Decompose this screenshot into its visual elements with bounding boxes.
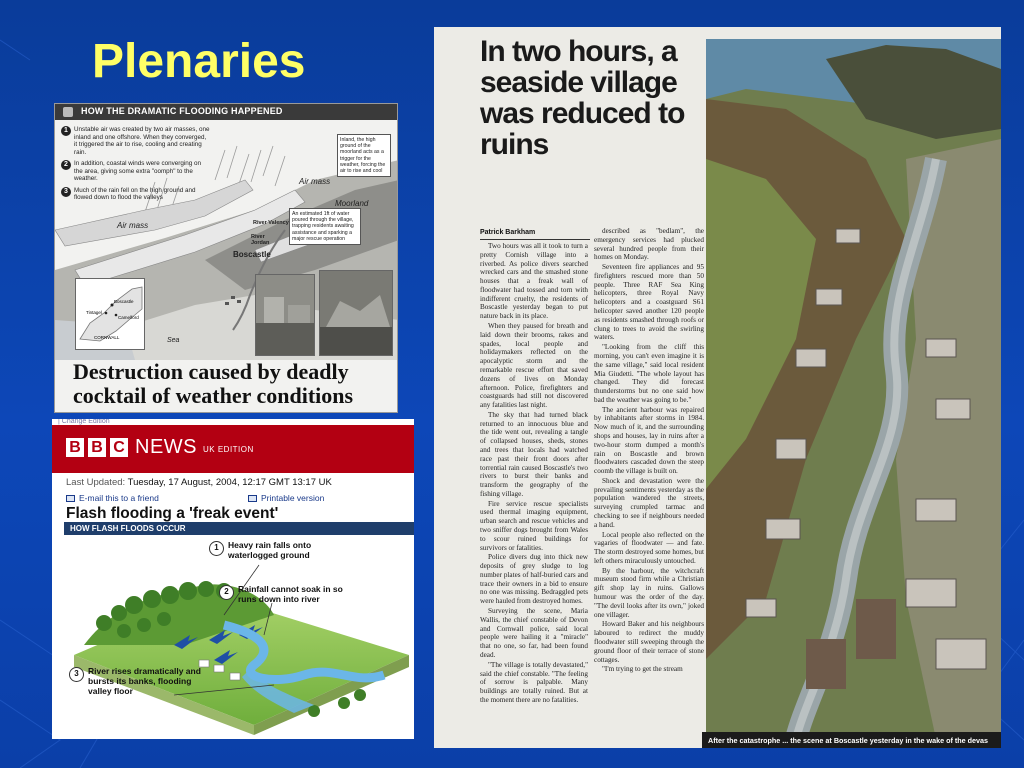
flood-photo-2 [319,270,393,356]
byline: Patrick Barkham [480,229,536,236]
flood-step [214,540,328,561]
slide-title: Plenaries [92,35,306,88]
article-paragraph: By the harbour, the witchcraft museum stood firm while a Christian gift shop lay in ruins. Gallows humour was the order of the day. "The devil looks after its own," joked one villager. [594,566,704,619]
step-number: 2 [61,160,71,170]
printer-icon [248,495,257,502]
boscastle-aerial-photo [706,39,1001,739]
flood-step [74,666,208,696]
location-map [75,278,145,350]
diagram-step [61,126,211,156]
flood-photo-1 [255,274,315,356]
step-text: Much of the rain fell on the high ground and flowed down to flood the valleys [74,186,196,202]
flooding-diagram-clipping [54,103,398,413]
article-paragraph: Seventeen fire appliances and 95 firefighters rescued more than 50 people. Three RAF Sea King helicopters, three Royal Navy helicopters and a coastguard S61 helicopter saved another 120 people as residents smashed through roofs or clung to trees to avoid the swirling waters. [594,263,704,342]
news-wordmark: NEWS [135,436,197,458]
article-paragraph: "Looking from the cliff this morning, you can't even imagine it is the same village," said local resident Mia Giudetti. "The whole layout has changed. They did forecast thunderstorms but no one said how bad the weather was going to be." [594,343,704,404]
byline-rule [480,239,590,240]
diagram-step [61,187,211,202]
last-updated-value: Tuesday, 17 August, 2004, 12:17 GMT 13:17 UK [127,477,332,488]
diagram-header: HOW THE DRAMATIC FLOODING HAPPENED [55,104,398,120]
flood-step-text: Rainfall cannot soak in so runs down into river [238,584,343,604]
flood-step-number: 2 [219,585,234,600]
article-paragraph: Shock and devastation were the prevailing sentiments yesterday as the population wandered the streets, surveying crumpled tarmac and checking to see if neighbours needed a hand. [594,476,704,529]
article-column-1 [480,242,588,747]
river-valency-label: River Valency [253,220,289,226]
article-paragraph: described as "bedlam", the emergency services had plucked several hundred people from their homes on Monday. [594,227,704,262]
article-paragraph: "The village is totally devastated," said the chief constable. "The feeling of sorrow is palpable. Many buildings are totally ruined. But at the moment there are no fatalities. [480,660,588,704]
newspaper-clipping [434,27,1001,748]
step-number: 3 [61,187,71,197]
email-link[interactable] [66,493,159,503]
step-text: Unstable air was created by two air masses, one inland and one offshore. When they converged, it triggered the air to rise, cooling and creating rain. [74,126,210,156]
diagram-steps [61,126,211,206]
article-paragraph: Fire service rescue specialists used thermal imaging equipment, urban search and rescue vehicles and two sniffer dogs brought from Wales to scour ruined buildings for survivors or fatalities. [480,499,588,552]
map-label-tintagel: Tintagel [86,310,102,315]
newspaper-headline: In two hours, a seaside village was reduced to ruins [480,35,685,161]
photo-caption: After the catastrophe ... the scene at Boscastle yesterday in the wake of the devas [702,732,1001,748]
article-column-2 [594,227,704,747]
moorland-callout: Inland, the high ground of the moorland acts as a trigger for the weather, forcing the air to rise and cool [337,134,391,177]
river-jordan-label: River Jordan [251,234,270,247]
flash-flood-illustration [64,535,414,735]
bbc-logo-letter: B [88,438,106,457]
article-paragraph: Howard Baker and his neighbours laboured to redirect the muddy floodwater still sweeping through the ground floor of their terrace of stone cottages. [594,620,704,664]
map-label-cornwall: CORNWALL [94,335,120,340]
diagram-step [61,160,211,183]
article-paragraph: The ancient harbour was repaired by inhabitants after storms in 1984. Now much of it, and the surrounding shops and houses, lay in ruins after a two-hour storm dumped a month's rain on Boscastle and brown floodwaters cascaded down the steep coomb the village is built on. [594,405,704,476]
bbc-news-clipping [52,419,414,739]
print-link[interactable] [248,493,324,503]
print-link-text[interactable]: Printable version [261,493,325,503]
article-paragraph: "I'm trying to get the stream [602,665,683,674]
map-label-camelford: Camelford [118,315,139,320]
change-edition-link[interactable]: | Change Edition [52,419,414,425]
flood-step [224,584,348,605]
envelope-icon [66,495,75,502]
article-paragraph: Police divers dug into thick new deposits of grey sludge to log number plates of half-buried cars and trace their owners in a bid to ensure no one was missing. Bedraggled pets were hauled from destroyed homes. [480,553,588,606]
diagram-caption: Destruction caused by deadly cocktail of weather conditions [73,359,354,408]
flood-step-text: Heavy rain falls onto waterlogged ground [228,540,312,560]
article-paragraph: The sky that had turned black returned to an innocuous blue and the tide went out, revealing a tangle of collapsed houses, sheds, stones and trees that locals had watched race past their front doors after torrential rain caused Boscastle's two rivers to burst their banks and transform the geography of the fishing village. [480,410,588,498]
edition-label: UK EDITION [203,445,254,454]
bbc-logo-letter: B [66,438,84,457]
last-updated [66,477,332,488]
air-mass-label: Air mass [117,221,149,230]
last-updated-label: Last Updated: [66,477,126,488]
graphic-subheading: HOW FLASH FLOODS OCCUR [64,522,414,535]
flood-step-text: River rises dramatically and bursts its banks, flooding valley floor [88,666,201,696]
step-number: 1 [61,126,71,136]
article-paragraph: When they paused for breath and laid down their brooms, rakes and spades, local people and holidaymakers reflected on the apocalyptic storm and the remarkable rescue effort that saved dozens of lives on Monday afternoon. Police, firefighters and coastguards had still not discovered any fatalities last night. [480,322,588,410]
boscastle-label: Boscastle [233,250,271,259]
article-headline: Flash flooding a 'freak event' [66,505,279,522]
bbc-logo-letter: C [110,438,128,457]
flood-step-number: 3 [69,667,84,682]
flood-step-number: 1 [209,541,224,556]
sea-label: Sea [167,337,180,344]
bbc-header [52,425,414,473]
air-mass-label: Air mass [299,177,331,186]
water-callout: An estimated 1ft of water poured through the village, trapping residents awaiting assistance and sparking a major rescue operation [289,208,361,245]
moorland-label: Moorland [335,199,369,208]
step-text: In addition, coastal winds were converging on the area, giving some extra "oomph" to the weather. [74,160,202,183]
article-paragraph: Surveying the scene, Maria Wallis, the chief constable of Devon and Cornwall police, said local people were hailing it a "miracle" that no one, so far, had been found dead. [480,607,588,659]
article-paragraph: Two hours was all it took to turn a pretty Cornish village into a riverbed. As police divers searched wrecked cars and the smashed stone houses that a freak wall of floodwater had tossed and torn with indifferent cruelty, the residents of Boscastle yesterday began to put nature back in its place. [480,242,588,321]
email-link-text[interactable]: E-mail this to a friend [79,493,159,503]
map-label-boscastle: Boscastle [114,299,134,304]
article-paragraph: Local people also reflected on the vagaries of floodwater — and fate. The storm destroyed some homes, but left others miraculously untouched. [594,530,704,565]
